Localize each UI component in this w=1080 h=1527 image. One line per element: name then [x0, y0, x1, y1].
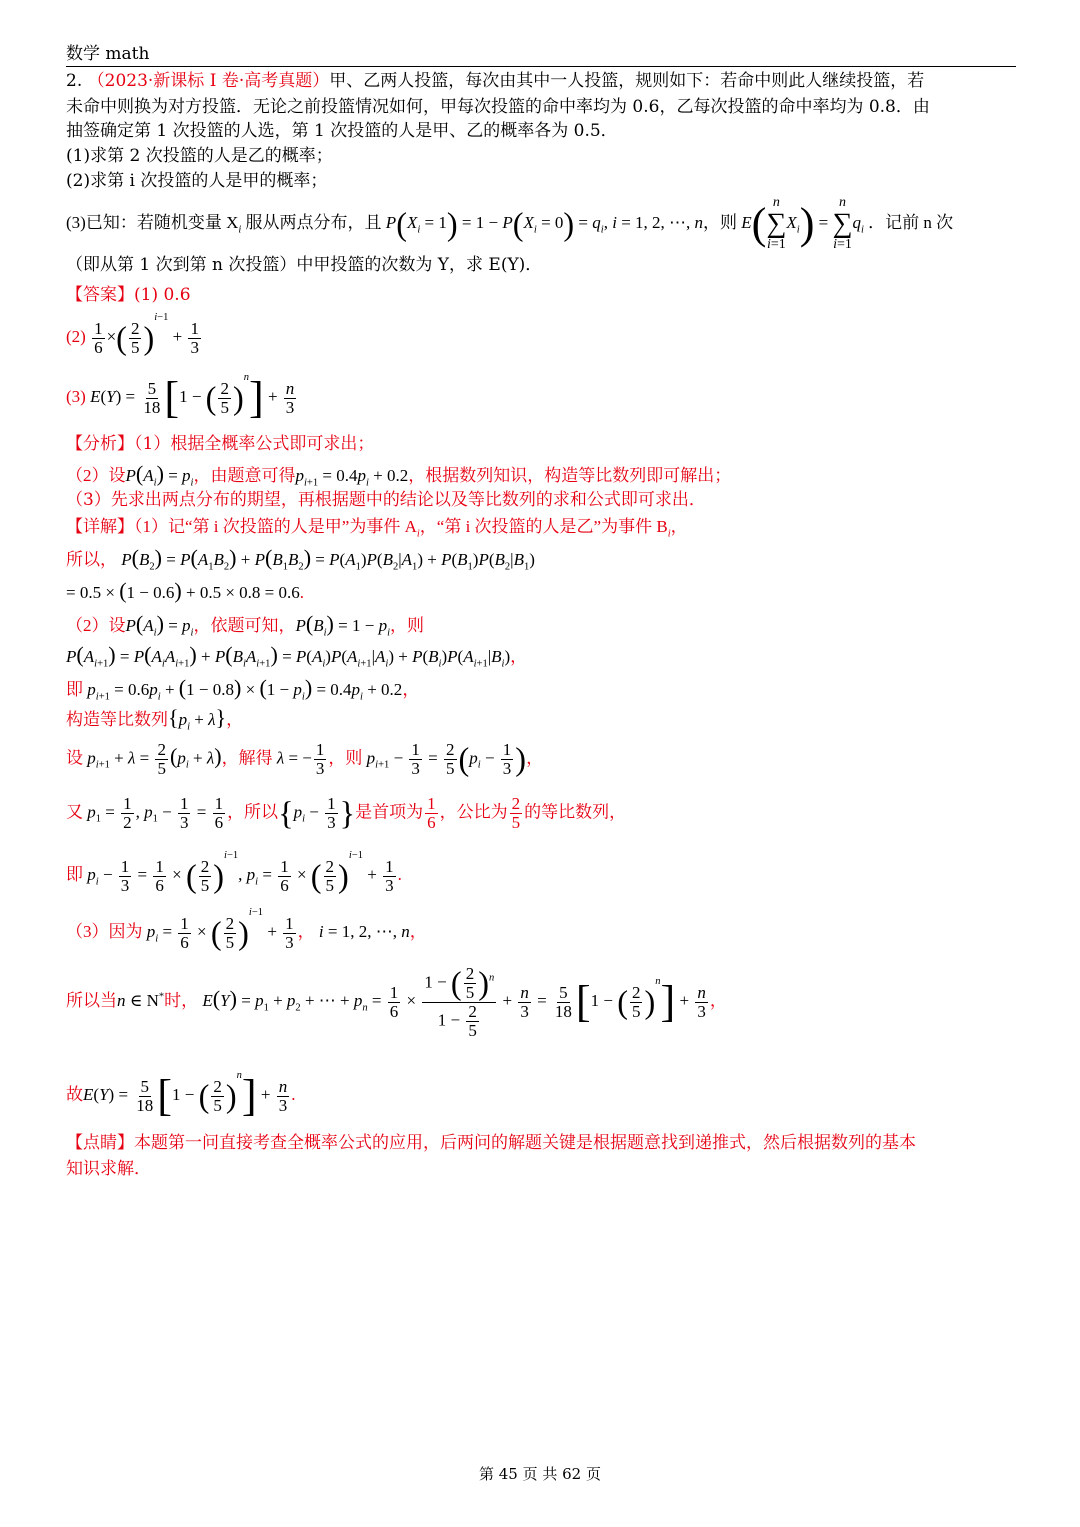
analysis-line-1: 【分析】（1）根据全概率公式即可求出；	[66, 434, 375, 454]
detail-line-4: （2）设$P(A_i) = p_i$，依题可知，$P(B_i) = 1 - p_i$，则	[66, 611, 425, 639]
problem-line-1	[66, 71, 924, 91]
detail-line-9: 又 $p_1$ = $\frac{1}{2}$ , $p_1$ − $\frac{1}{3}$ = $\frac{1}{6}$ ，所以{$p_i$ − $\frac{1}{3}$ }是首项为 $\frac{1}{6}$ ，公比为 $\frac{2}{5}$ 的等比数列，	[66, 794, 627, 832]
question-2: (2)求第 i 次投篮的人是甲的概率；	[66, 171, 328, 191]
detail-line-6: 即 $p_{i+1} = 0.6p_i + (1 - 0.8) \times (1 - p_i) = 0.4p_i + 0.2$，	[66, 675, 420, 703]
problem-line-2: 未命中则换为对方投篮．无论之前投篮情况如何，甲每次投篮的命中率均为 0.6，乙每次投篮的命中率均为 0.8．由	[66, 97, 930, 117]
detail-line-10: 即 $p_i$ − $\frac{1}{3}$ = $\frac{1}{6}$ × ( $\frac{2}{5}$ )$^{i-1}$, $p_i$ = $\frac{1}{6}$ × ( $\frac{2}{5}$ )$^{i-1}$ + $\frac{1}{3}$ .	[66, 850, 402, 895]
detail-line-8: 设 $p_{i+1} + \lambda$ = $\frac{2}{5}$ $(p_i + \lambda)$，解得 λ = − $\frac{1}{3}$ ，则 $p_{i+1}$ − $\frac{1}{3}$ = $\frac{2}{5}$ ($p_i$ − $\frac{1}{3}$ )，	[66, 740, 544, 778]
problem-source: （2023·新课标 I 卷·高考真题）	[87, 71, 330, 91]
detail-line-1: 【详解】（1）记“第 i 次投篮的人是甲”为事件 $A_i$，“第 i 次投篮的人是乙”为事件 $B_i$，	[66, 517, 688, 540]
detail-line-5: $P(A_{i+1}) = P(A_iA_{i+1}) + P(B_iA_{i+1}) = P(A_i)P(A_{i+1}|A_i) + P(B_i)P(A_{i+1}|B_i)$，	[66, 642, 528, 670]
analysis-line-3: （3）先求出两点分布的期望，再根据题中的结论以及等比数列的求和公式即可求出．	[66, 490, 706, 510]
comment-line-1: 【点睛】本题第一问直接考查全概率公式的应用，后两问的解题关键是根据题意找到递推式，然后根据数列的基本	[66, 1133, 916, 1153]
detail-line-12: 所以当n ∈ N*时， $E(Y) = p_1 + p_2$ + ⋯ + $p_n$ = $\frac{1}{6}$ × 1 − ( $\frac{2}{5}$ )$^n$ 1 − $\frac{2}{5}$ + $\frac{n}{3}$ = $\frac{5}{18}$ [1 − ( $\frac{2}{5}$ )$^n$] + $\frac{n}{3}$ ，	[66, 964, 727, 1040]
detail-line-7: 构造等比数列$\{p_i + \lambda\}$，	[66, 705, 244, 733]
analysis-line-2: （2）设$P(A_i) = p_i$，由题意可得$p_{i+1} = 0.4p_i + 0.2$，根据数列知识，构造等比数列即可解出；	[66, 461, 732, 489]
header-rule	[66, 66, 1016, 67]
answer-line-2: (2) $\frac{1}{6}$ ×( $\frac{2}{5}$ )$^{i-1}$ + $\frac{1}{3}$	[66, 312, 199, 357]
detail-line-2: 所以， $P(B_2) = P(A_1B_2) + P(B_1B_2) = P(A_1)P(B_2|A_1) + P(B_1)P(B_2|B_1)$	[66, 545, 535, 573]
comment-line-2: 知识求解．	[66, 1159, 151, 1179]
question-3-line-2: （即从第 1 次到第 n 次投篮）中甲投篮的次数为 Y，求 E(Y)．	[66, 255, 543, 275]
problem-number: 2.	[66, 71, 83, 91]
problem-text-1: 甲、乙两人投篮，每次由其中一人投篮，规则如下：若命中则此人继续投篮，若	[329, 71, 925, 91]
answer-line-1: 【答案】(1) 0.6	[66, 285, 191, 305]
page-header: 数学 math	[66, 44, 150, 64]
detail-line-3: = 0.5 × (1 − 0.6) + 0.5 × 0.8 = 0.6.	[66, 578, 305, 603]
detail-line-11: （3）因为 $p_i$ = $\frac{1}{6}$ × ( $\frac{2}{5}$ )$^{i-1}$ + $\frac{1}{3}$ ， i = 1, 2, ⋯, n，	[66, 907, 427, 952]
question-1: (1)求第 2 次投篮的人是乙的概率；	[66, 146, 333, 166]
problem-line-3: 抽签确定第 1 次投篮的人选，第 1 次投篮的人是甲、乙的概率各为 0.5．	[66, 121, 618, 141]
answer-line-3: (3) E(Y) = $\frac{5}{18}$ [1 − ( $\frac{2}{5}$ )$^n$] + $\frac{n}{3}$	[66, 372, 295, 422]
detail-line-13: 故E(Y) = $\frac{5}{18}$ [1 − ( $\frac{2}{5}$ )$^n$] + $\frac{n}{3}$ .	[66, 1070, 296, 1120]
page-footer: 第 45 页 共 62 页	[478, 1465, 601, 1483]
question-3: (3)已知：若随机变量 $X_i$ 服从两点分布，且 $P(X_i = 1) = 1 - P(X_i = 0) = q_i$, i = 1, 2, ⋯, n，则 E( n ∑ i=1 $X_i$) = n ∑ i=1 $q_i$ ．记前 n 次	[66, 195, 954, 252]
